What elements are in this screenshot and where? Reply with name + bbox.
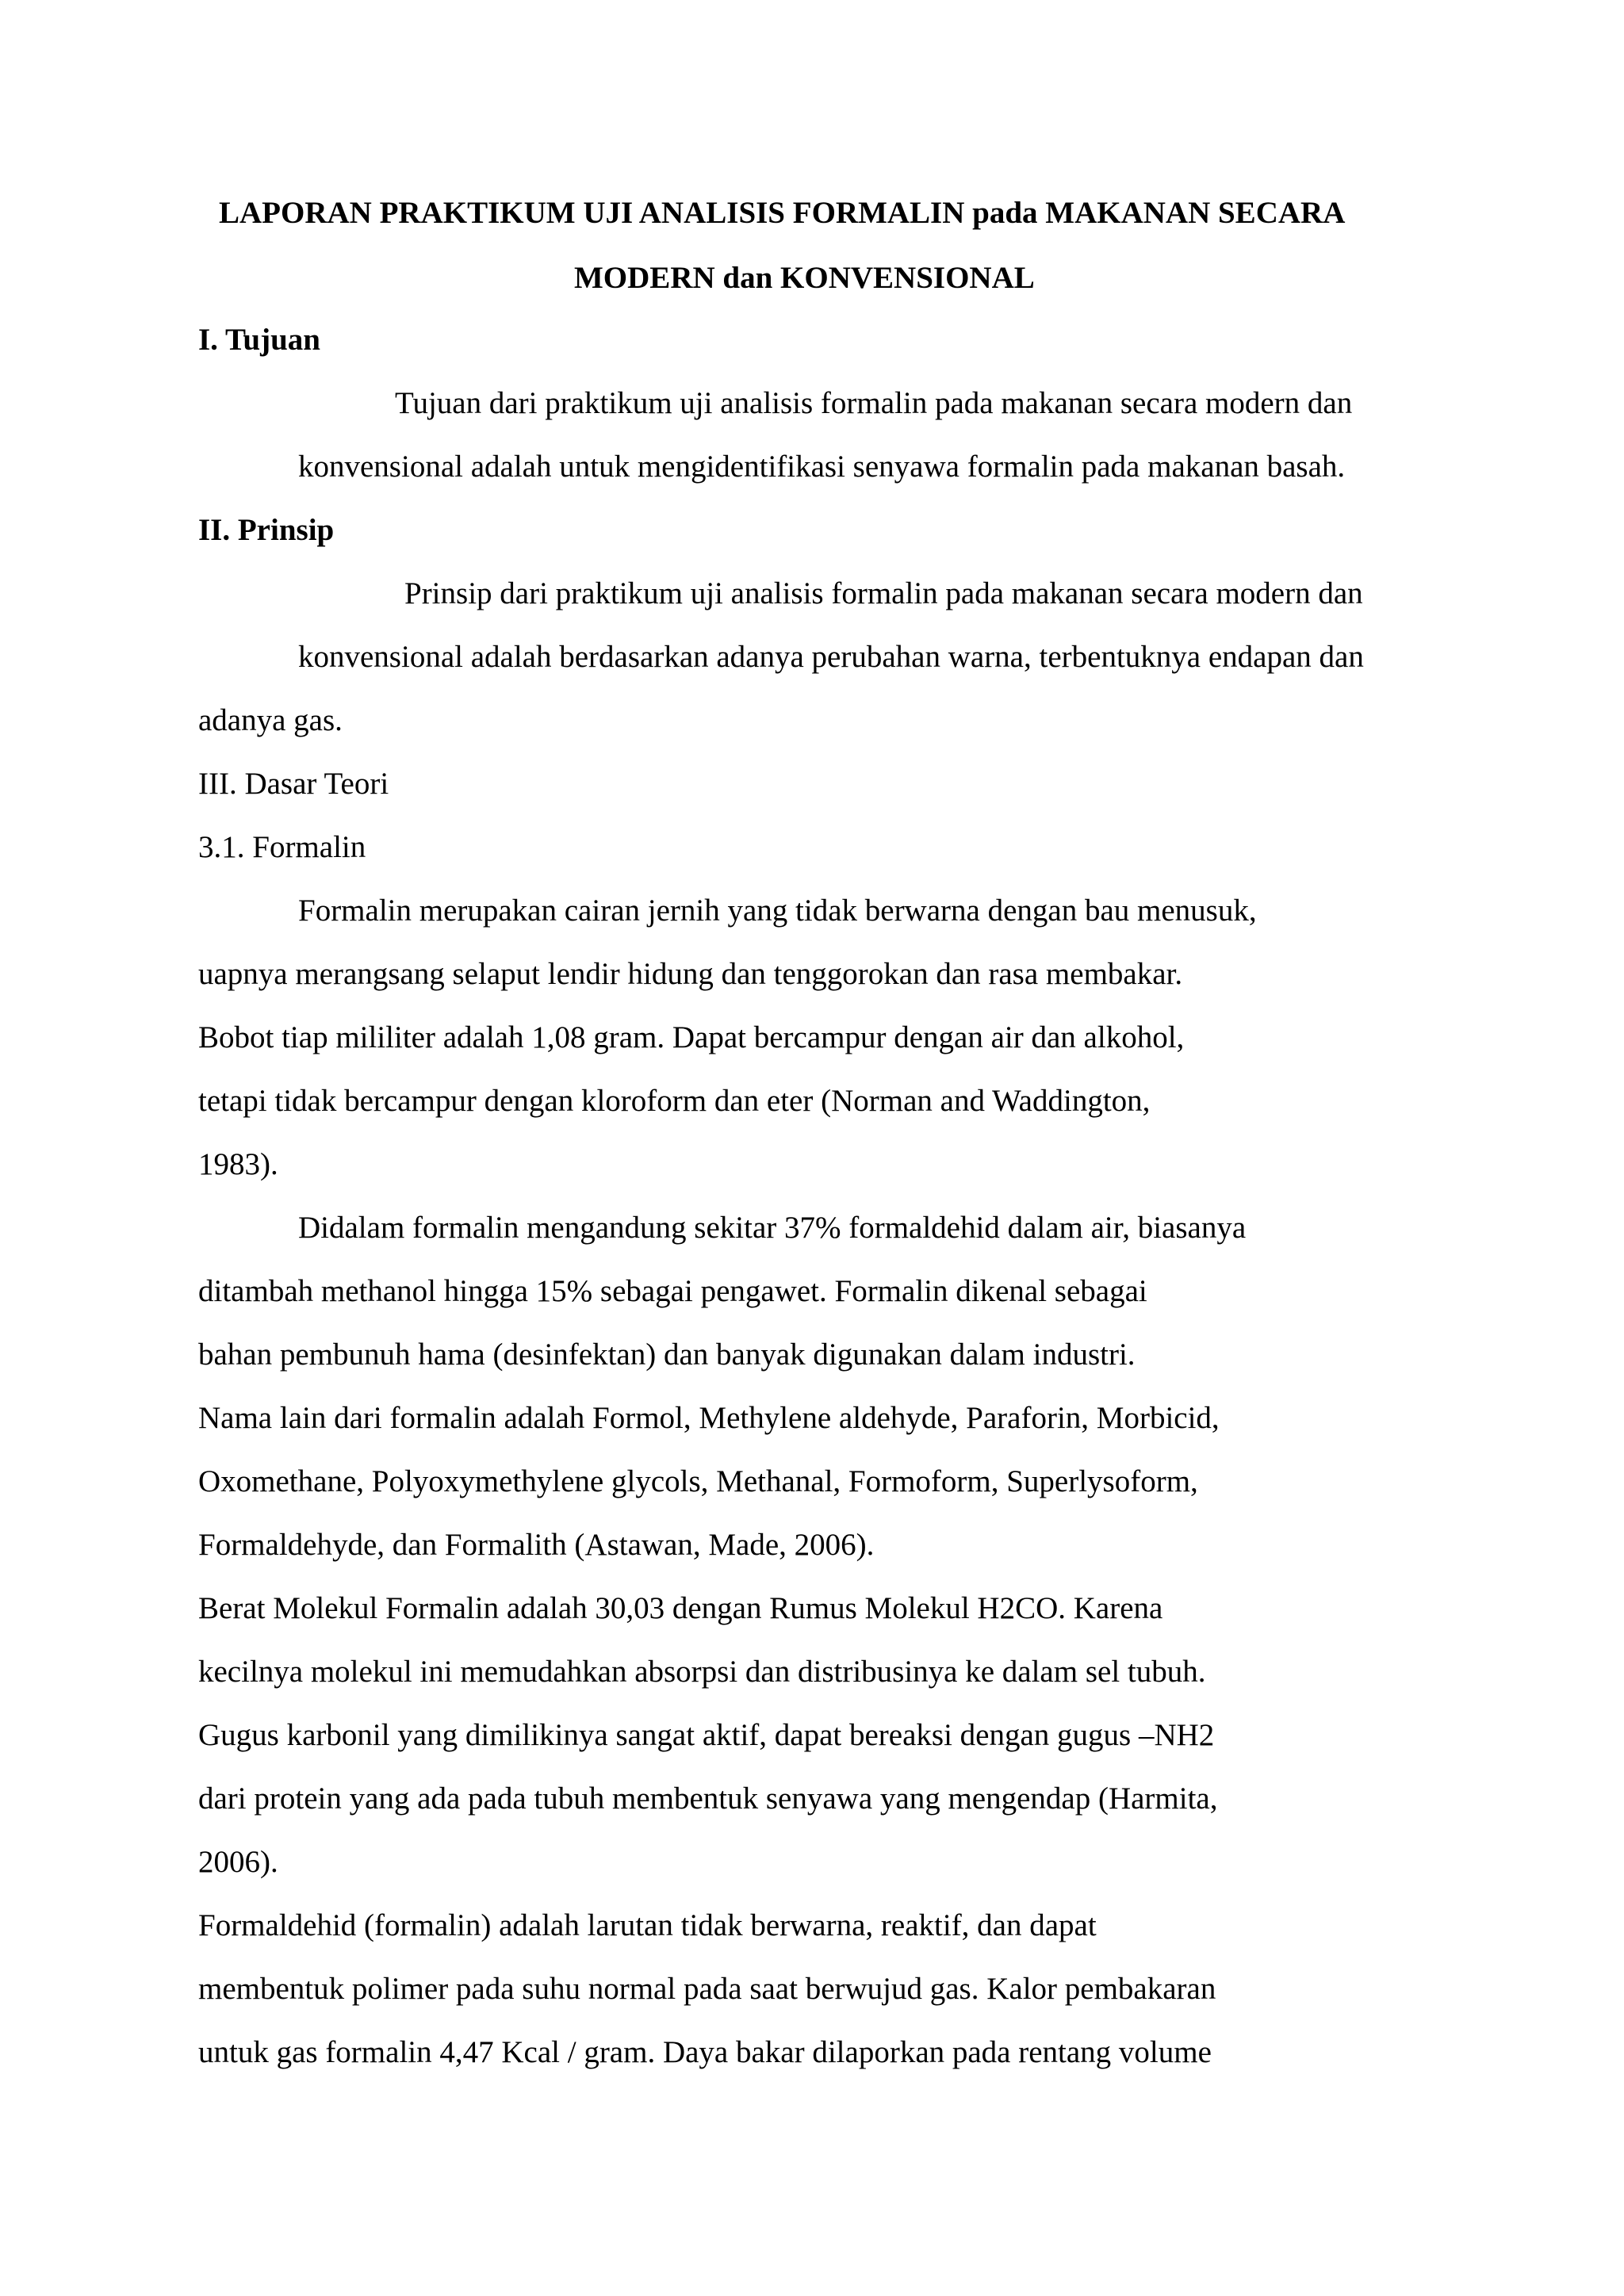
body-line: membentuk polimer pada suhu normal pada saat berwujud gas. Kalor pembakaran xyxy=(198,1972,1216,2006)
body-line: Berat Molekul Formalin adalah 30,03 dengan Rumus Molekul H2CO. Karena xyxy=(198,1591,1163,1625)
document-title-line-1: LAPORAN PRAKTIKUM UJI ANALISIS FORMALIN pada MAKANAN SECARA xyxy=(219,196,1346,230)
body-line: Formaldehid (formalin) adalah larutan tidak berwarna, reaktif, dan dapat xyxy=(198,1908,1097,1942)
body-line: Oxomethane, Polyoxymethylene glycols, Methanal, Formoform, Superlysoform, xyxy=(198,1464,1198,1498)
body-line: 1983). xyxy=(198,1147,278,1181)
section-heading-prinsip: II. Prinsip xyxy=(198,513,335,547)
section-heading-dasar-teori: III. Dasar Teori xyxy=(198,767,389,801)
body-line: Bobot tiap mililiter adalah 1,08 gram. Dapat bercampur dengan air dan alkohol, xyxy=(198,1020,1185,1054)
body-line: bahan pembunuh hama (desinfektan) dan banyak digunakan dalam industri. xyxy=(198,1337,1136,1372)
body-line: untuk gas formalin 4,47 Kcal / gram. Daya bakar dilaporkan pada rentang volume xyxy=(198,2035,1212,2069)
prinsip-paragraph-line-1: Prinsip dari praktikum uji analisis formalin pada makanan secara modern dan xyxy=(404,576,1363,610)
body-line: kecilnya molekul ini memudahkan absorpsi dan distribusinya ke dalam sel tubuh. xyxy=(198,1655,1206,1689)
body-line: tetapi tidak bercampur dengan kloroform dan eter (Norman and Waddington, xyxy=(198,1084,1151,1118)
document-title-line-2: MODERN dan KONVENSIONAL xyxy=(574,261,1035,295)
section-heading-tujuan: I. Tujuan xyxy=(198,323,320,357)
body-line: Formaldehyde, dan Formalith (Astawan, Made, 2006). xyxy=(198,1528,875,1562)
body-line: Gugus karbonil yang dimilikinya sangat aktif, dapat bereaksi dengan gugus –NH2 xyxy=(198,1718,1215,1752)
prinsip-paragraph-line-2: konvensional adalah berdasarkan adanya perubahan warna, terbentuknya endapan dan xyxy=(298,640,1364,674)
body-line: Nama lain dari formalin adalah Formol, Methylene aldehyde, Paraforin, Morbicid, xyxy=(198,1401,1220,1435)
body-line: Didalam formalin mengandung sekitar 37% formaldehid dalam air, biasanya xyxy=(298,1211,1247,1245)
body-line: dari protein yang ada pada tubuh membentuk senyawa yang mengendap (Harmita, xyxy=(198,1781,1218,1816)
prinsip-paragraph-line-3: adanya gas. xyxy=(198,703,343,737)
body-line: 2006). xyxy=(198,1845,278,1879)
subsection-heading-formalin: 3.1. Formalin xyxy=(198,830,366,864)
tujuan-paragraph-line-2: konvensional adalah untuk mengidentifikasi senyawa formalin pada makanan basah. xyxy=(298,450,1346,484)
body-line: ditambah methanol hingga 15% sebagai pengawet. Formalin dikenal sebagai xyxy=(198,1274,1147,1308)
tujuan-paragraph-line-1: Tujuan dari praktikum uji analisis formalin pada makanan secara modern dan xyxy=(395,386,1353,420)
body-line: Formalin merupakan cairan jernih yang tidak berwarna dengan bau menusuk, xyxy=(298,894,1257,928)
body-line: uapnya merangsang selaput lendir hidung dan tenggorokan dan rasa membakar. xyxy=(198,957,1183,991)
